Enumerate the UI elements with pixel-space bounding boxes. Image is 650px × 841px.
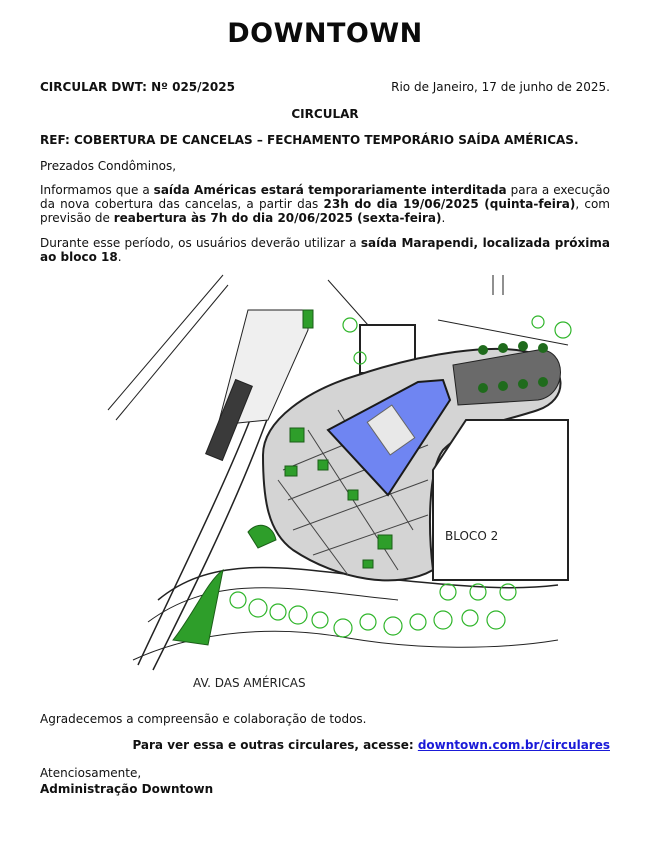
paragraph-alternative-exit [40, 236, 610, 264]
circulares-link[interactable]: downtown.com.br/circulares [417, 738, 610, 752]
p1-text-4: . [441, 211, 446, 225]
map-tree [538, 377, 548, 387]
map-green-patch [173, 570, 223, 645]
site-plan-map [98, 270, 578, 700]
map-tree-outline [312, 612, 328, 628]
map-green-patch [363, 560, 373, 568]
map-tree-outline [334, 619, 352, 637]
map-tree [518, 341, 528, 351]
thanks-text: Agradecemos a compreensão e colaboração de todos. [40, 712, 367, 726]
greeting: Prezados Condôminos, [40, 159, 177, 173]
map-tree-outline [343, 318, 357, 332]
p2-bold-1: saída Marapendi, localizada próxima ao bloco 18 [40, 236, 610, 264]
map-tree-outline [440, 584, 456, 600]
map-tree [498, 381, 508, 391]
map-tree-outline [462, 610, 478, 626]
map-tree-outline [434, 611, 452, 629]
p1-bold-3: reabertura às 7h do dia 20/06/2025 (sexta-feira) [113, 211, 442, 225]
p1-text-3: , com previsão de [40, 197, 611, 225]
circular-ref: REF: COBERTURA DE CANCELAS – FECHAMENTO TEMPORÁRIO SAÍDA AMÉRICAS. [40, 133, 579, 147]
map-tree-outline [384, 617, 402, 635]
p1-text-2: para a execução da nova cobertura das cancelas, a partir das [40, 183, 610, 211]
map-tree [498, 343, 508, 353]
downtown-logo: DOWNTOWN [227, 18, 423, 49]
map-tree-outline [230, 592, 246, 608]
p1-bold-1: saída Américas estará temporariamente interditada [153, 183, 507, 197]
map-green-patch [348, 490, 358, 500]
map-bloco-2-outline [433, 420, 568, 580]
map-green-patch [248, 525, 276, 548]
map-tree [518, 379, 528, 389]
closing-text: Atenciosamente, [40, 766, 142, 780]
p1-bold-2: 23h do dia 19/06/2025 (quinta-feira) [323, 197, 576, 211]
p2-text-1: Durante esse período, os usuários deverão utilizar a [40, 236, 361, 250]
paragraph-closure [40, 183, 610, 225]
circular-title: CIRCULAR [291, 107, 359, 121]
map-tree-outline [270, 604, 286, 620]
map-tree-outline [555, 322, 571, 338]
p1-text-1: Informamos que a [40, 183, 154, 197]
map-tree-outline [360, 614, 376, 630]
map-bloco-2-label: BLOCO 2 [445, 529, 499, 543]
circular-number: CIRCULAR DWT: Nº 025/2025 [40, 80, 235, 94]
signature: Administração Downtown [40, 782, 214, 796]
map-tree-outline [500, 584, 516, 600]
map-green-patch [290, 428, 304, 442]
map-green-patch [318, 460, 328, 470]
map-green-patch [378, 535, 392, 549]
map-perimeter-line [438, 320, 568, 345]
circular-date: Rio de Janeiro, 17 de junho de 2025. [391, 80, 610, 94]
map-tree-outline [289, 606, 307, 624]
map-tree-outline [410, 614, 426, 630]
circulares-link-line [132, 738, 610, 752]
map-avenue-label: AV. DAS AMÉRICAS [193, 676, 306, 690]
map-perimeter-line [116, 285, 228, 420]
header-row [40, 80, 610, 94]
map-green-patch [303, 310, 313, 328]
map-tree [538, 343, 548, 353]
map-tree-outline [532, 316, 544, 328]
map-tree [478, 383, 488, 393]
link-prefix: Para ver essa e outras circulares, acesse: [132, 738, 418, 752]
map-tree-outline [249, 599, 267, 617]
map-tree [478, 345, 488, 355]
map-perimeter-line [108, 275, 223, 410]
p2-text-2: . [117, 250, 122, 264]
map-tree-outline [487, 611, 505, 629]
map-green-patch [285, 466, 297, 476]
